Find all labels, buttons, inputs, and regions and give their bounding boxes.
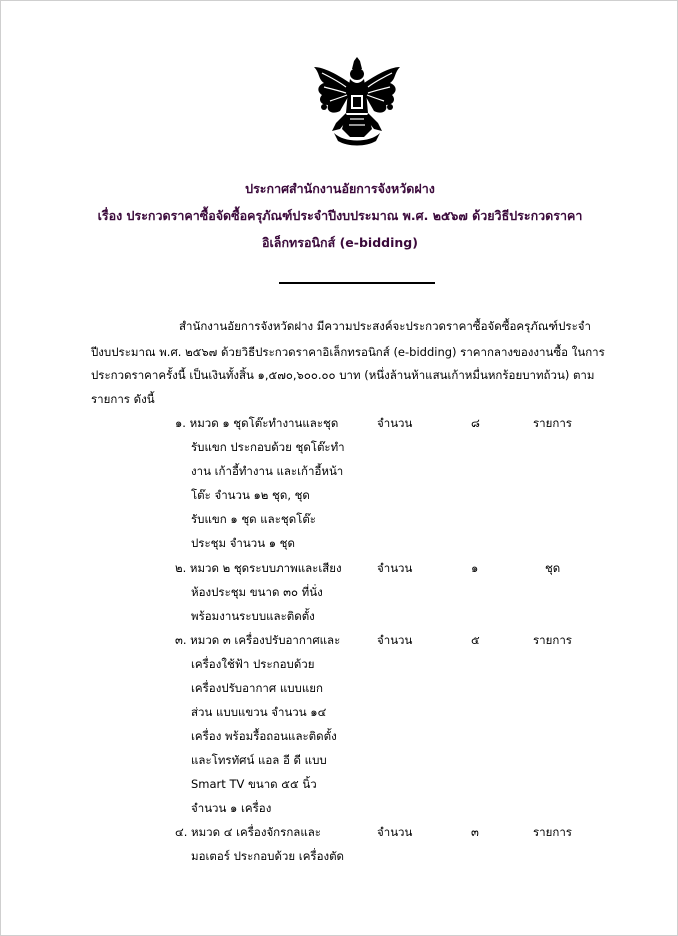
item-3-line-4: ส่วน แบบแขวน จำนวน ๑๔ — [191, 705, 327, 719]
item-3-line-1: ๓. หมวด ๓ เครื่องปรับอากาศและ — [175, 633, 341, 647]
item-1-line-6: ประชุม จำนวน ๑ ชุด — [191, 536, 295, 550]
item-3-line-7: Smart TV ขนาด ๕๕ นิ้ว — [191, 777, 317, 791]
item-3-qty-label: จำนวน — [377, 633, 413, 647]
item-2-unit: ชุด — [545, 561, 561, 575]
item-3-line-3: เครื่องปรับอากาศ แบบแยก — [191, 681, 323, 695]
item-2-qty-label: จำนวน — [377, 561, 413, 575]
item-3-line-6: และโทรทัศน์ แอล อี ดี แบบ — [191, 753, 327, 767]
item-3-line-8: จำนวน ๑ เครื่อง — [191, 801, 272, 815]
intro-line-2: ปีงบประมาณ พ.ศ. ๒๕๖๗ ด้วยวิธีประกวดราคาอิเล็กทรอนิกส์ (e-bidding) ราคากลางของงานซื้อ ในการ — [91, 345, 605, 359]
item-4-qty-label: จำนวน — [377, 825, 413, 839]
intro-line-1: สำนักงานอัยการจังหวัดฝาง มีความประสงค์จะประกวดราคาซื้อจัดซื้อครุภัณฑ์ประจำ — [179, 319, 591, 333]
item-4-line-2: มอเตอร์ ประกอบด้วย เครื่องตัด — [191, 849, 345, 863]
item-1-qty: ๘ — [471, 416, 480, 430]
item-4-qty: ๓ — [471, 825, 479, 839]
item-1-line-3: งาน เก้าอี้ทำงาน และเก้าอี้หน้า — [191, 464, 344, 478]
item-1-line-5: รับแขก ๑ ชุด และชุดโต๊ะ — [191, 512, 316, 526]
item-1-qty-label: จำนวน — [377, 416, 413, 430]
announcement-subject: เรื่อง ประกวดราคาซื้อจัดซื้อครุภัณฑ์ประจำปีงบประมาณ พ.ศ. ๒๕๖๗ ด้วยวิธีประกวดราคา — [97, 208, 583, 223]
item-1-unit: รายการ — [533, 416, 572, 430]
item-3-line-5: เครื่อง พร้อมรื้อถอนและติดตั้ง — [191, 729, 337, 743]
item-2-line-2: ห้องประชุม ขนาด ๓๐ ที่นั่ง — [191, 585, 323, 599]
item-2-line-3: พร้อมงานระบบและติดตั้ง — [191, 609, 315, 623]
item-4-line-1: ๔. หมวด ๔ เครื่องจักรกลและ — [175, 825, 321, 839]
intro-line-3: ประกวดราคาครั้งนี้ เป็นเงินทั้งสิ้น ๑,๕๗๐,๖๐๐.๐๐ บาท (หนึ่งล้านห้าแสนเก้าหมื่นหกร้อยบาทถ้วน) ตาม — [91, 368, 595, 382]
item-1-line-2: รับแขก ประกอบด้วย ชุดโต๊ะทำ — [191, 440, 345, 454]
item-4-unit: รายการ — [533, 825, 572, 839]
item-2-qty: ๑ — [471, 561, 479, 575]
announcement-title: ประกาศสำนักงานอัยการจังหวัดฝาง — [245, 181, 435, 196]
item-2-line-1: ๒. หมวด ๒ ชุดระบบภาพและเสียง — [175, 561, 342, 575]
item-1-line-4: โต๊ะ จำนวน ๑๒ ชุด, ชุด — [191, 488, 310, 502]
item-3-unit: รายการ — [533, 633, 572, 647]
item-3-qty: ๕ — [471, 633, 480, 647]
item-1-line-1: ๑. หมวด ๑ ชุดโต๊ะทำงานและชุด — [175, 416, 339, 430]
intro-line-4: รายการ ดังนี้ — [91, 392, 155, 406]
announcement-subject-cont: อิเล็กทรอนิกส์ (e-bidding) — [262, 235, 418, 250]
item-3-line-2: เครื่องใช้ฟ้า ประกอบด้วย — [191, 657, 315, 671]
garuda-emblem-icon — [310, 57, 404, 149]
title-divider — [279, 282, 435, 284]
